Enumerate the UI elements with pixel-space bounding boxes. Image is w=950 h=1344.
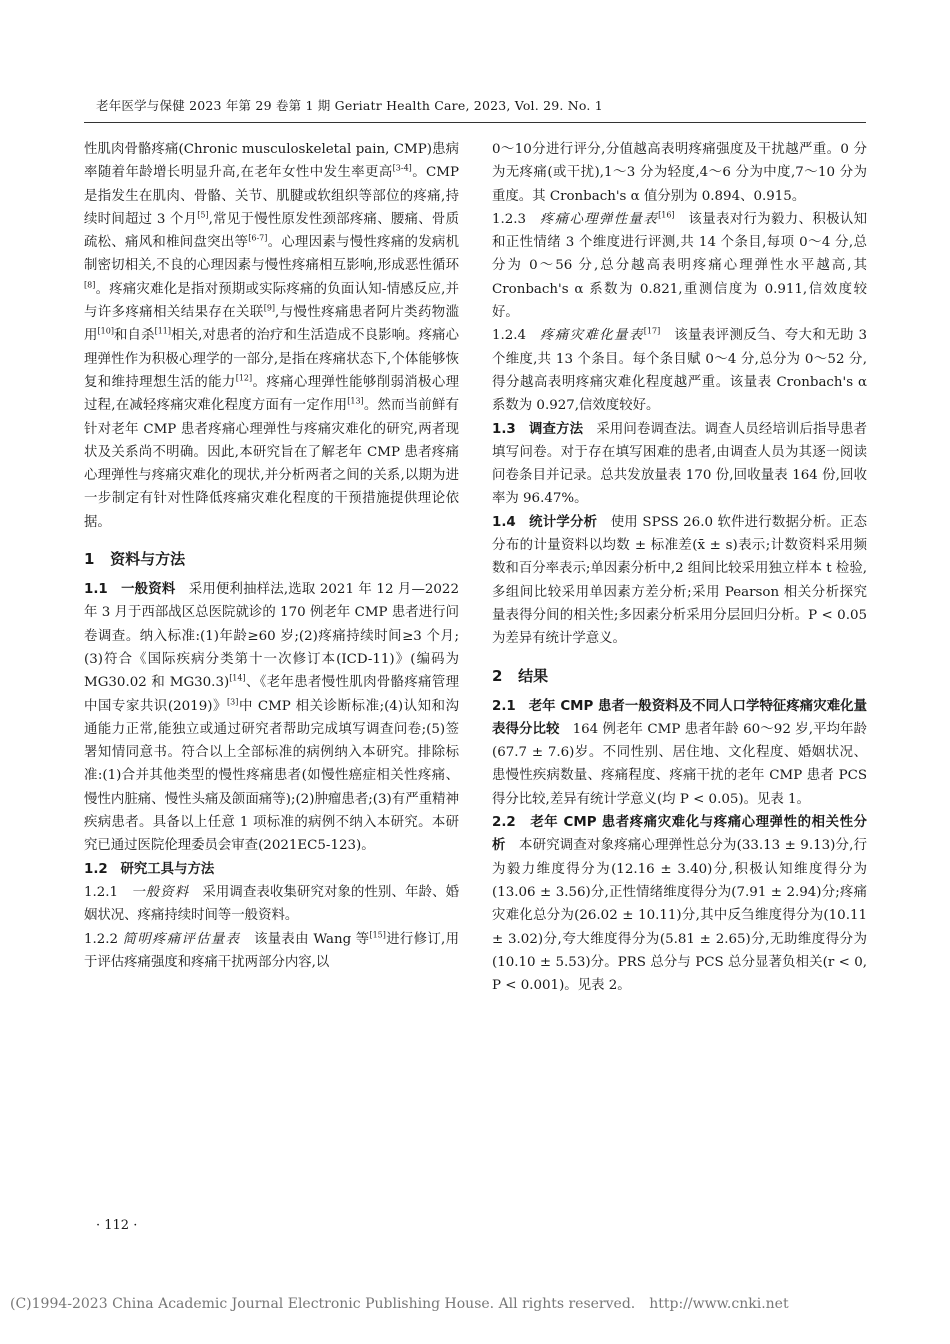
text: 。然而当前鲜有针对老年 CMP 患者疼痛心理弹性与疼痛灾难化的研究,两者现状及关系尚不明确。因此,本研究旨在了解老年 CMP 患者疼痛心理弹性与疼痛灾难化的现状,并分析两者之间的关系,以期为进一步制定有针对性降低疼痛灾难化程度的干预措施提供理论依据。 [84, 398, 460, 530]
subsection-title: 疼痛心理弹性量表 [539, 211, 659, 227]
text: 中 CMP 相关诊断标准;(4)认知和沟通能力正常,能独立或通过研究者帮助完成填写调查问卷;(5)签署知情同意书。符合以上全部标准的病例纳入本研究。排除标准:(1)合并其他类型的慢性疼痛患者(如慢性癌症相关性疼痛、慢性内脏痛、慢性头痛及颌面痛等);(2)肿瘤患者;(3)有严重精神疾病患者。具备以上任意 1 项标准的病例不纳入本研究。本研究已通过医院伦理委员会审查(2021EC5-123)。 [84, 698, 459, 854]
text: 采用便利抽样法,选取 2021 年 12 月—2022 年 3 月于西部战区总医院就诊的 170 例老年 CMP 患者进行问卷调查。纳入标准:(1)年龄≥60 岁;(2)疼痛持续时间≥3 个月;(3)符合《国际疾病分类第十一次修订本(ICD-11)》(编码为 MG30.02 和 MG30.3) [84, 582, 459, 691]
footer-copyright: (C)1994-2023 China Academic Journal Electronic Publishing House. All rights reserved. [10, 1296, 636, 1312]
subsection-number: 2.1 [492, 698, 516, 714]
citation: [13] [347, 396, 364, 406]
text: 进行修订,用于评估疼痛强度和疼痛干扰两部分内容,以 [84, 931, 459, 970]
citation: [6-7] [248, 233, 268, 243]
subsection-number: 1.3 [492, 421, 516, 437]
text: 。心理因素与慢性疼痛的发病机制密切相关,不良的心理因素与慢性疼痛相互影响,形成恶性循环 [84, 235, 459, 274]
citation: [17] [643, 326, 661, 336]
citation: [14] [229, 673, 246, 683]
text: ,常见于慢性原发性颈部疼痛、腰痛、骨质疏松、痛风和椎间盘突出等 [84, 211, 459, 251]
section-1-2 [84, 858, 459, 881]
subsection-number: 1.2.3 [492, 211, 527, 227]
subsection-title: 简明疼痛评估量表 [122, 931, 241, 947]
citation: [15] [369, 930, 386, 940]
section-1-1 [84, 578, 459, 858]
section-2-1 [492, 695, 867, 811]
subsection-title: 研究工具与方法 [120, 861, 215, 877]
section-1-3 [492, 418, 867, 511]
text: 性肌肉骨骼疼痛(Chronic musculoskeletal pain, CMP)患病率随着年龄增长明显升高,在老年女性中发生率更高 [84, 142, 459, 181]
subsection-number: 1.2.2 [84, 931, 119, 947]
subsection-number: 1.4 [492, 514, 516, 530]
citation: [3] [227, 697, 239, 707]
subsection-title: 一般资料 [121, 582, 176, 598]
intro-paragraph [84, 138, 459, 534]
section-1-2-3 [492, 208, 867, 324]
text: 采用调查表收集研究对象的性别、年龄、婚姻状况、疼痛持续时间等一般资料。 [84, 884, 459, 924]
section-number: 2 [492, 666, 503, 685]
citation: [11] [154, 326, 171, 336]
text: 、《老年患者慢性肌肉骨骼疼痛管理中国专家共识(2019)》 [84, 675, 459, 714]
section-1-4 [492, 511, 867, 651]
subsection-number: 1.1 [84, 582, 108, 598]
subsection-title: 一般资料 [131, 884, 190, 900]
section-title: 结果 [518, 666, 549, 685]
subsection-number: 1.2 [84, 861, 108, 877]
footer-url[interactable]: http://www.cnki.net [649, 1296, 789, 1312]
subsection-number: 1.2.4 [492, 328, 527, 344]
citation: [8] [84, 280, 96, 290]
subsection-number: 1.2.1 [84, 884, 119, 900]
page-number: · 112 · [96, 1218, 138, 1233]
citation: [3-4] [392, 163, 412, 173]
subsection-number: 2.2 [492, 815, 516, 831]
right-column [492, 138, 867, 997]
subsection-title: 调查方法 [528, 421, 584, 437]
running-header: 老年医学与保健 2023 年第 29 卷第 1 期 Geriatr Health Care, 2023, Vol. 29. No. 1 [96, 98, 603, 113]
section-1-2-2 [84, 928, 459, 975]
text: 该量表对行为毅力、积极认知和正性情绪 3 个维度进行评测,共 14 个条目,每项 0～4 分,总分为 0～56 分,总分越高表明疼痛心理弹性水平越高,其 Cronbach's α 系数为 0.821,重测信度为 0.911,信效度较好。 [492, 211, 868, 321]
section-1-heading [84, 548, 459, 570]
citation: [16] [658, 210, 675, 220]
text: 。疼痛灾难化是指对预期或实际疼痛的负面认知-情感反应,并与许多疼痛相关结果存在关联 [84, 281, 459, 321]
section-title: 资料与方法 [110, 550, 186, 569]
subsection-title: 疼痛灾难化量表 [540, 328, 644, 344]
text: 。CMP 是指发生在肌肉、骨骼、关节、肌腱或软组织等部位的疼痛,持续时间超过 3 个月 [84, 165, 459, 227]
section-1-2-4 [492, 324, 867, 417]
citation: [5] [197, 210, 209, 220]
text: 和自杀 [113, 328, 155, 344]
citation: [10] [97, 326, 114, 336]
subsection-title: 老年 CMP 患者一般资料及不同人口学特征疼痛灾难化量表得分比较 [492, 698, 867, 737]
text: 该量表由 Wang 等 [254, 931, 370, 947]
text: 164 例老年 CMP 患者年龄 60～92 岁,平均年龄(67.7 ± 7.6)岁。不同性别、居住地、文化程度、婚姻状况、患慢性疾病数量、疼痛程度、疼痛干扰的老年 CMP 患者 PCS 得分比较,差异有统计学意义(均 P < 0.05)。见表 1。 [492, 721, 867, 807]
text: 使用 SPSS 26.0 软件进行数据分析。正态分布的计量资料以均数 ± 标准差(x̄ ± s)表示;计数资料采用频数和百分率表示;单因素分析中,2 组间比较采用独立样本 t 检验,多组间比较采用单因素方差分析;采用 Pearson 相关分析探究量表得分间的相关性;多因素分析采用分层回归分析。P < 0.05 为差异有统计学意义。 [492, 514, 867, 647]
section-2-2 [492, 811, 867, 997]
text: 相关,对患者的治疗和生活造成不良影响。疼痛心理弹性作为积极心理学的一部分,是指在疼痛状态下,个体能够恢复和维持理想生活的能力 [84, 328, 460, 390]
text: 。疼痛心理弹性能够削弱消极心理过程,在减轻疼痛灾难化程度方面有一定作用 [84, 374, 460, 414]
subsection-title: 统计学分析 [529, 514, 598, 530]
citation: [9] [263, 303, 276, 313]
citation: [12] [235, 373, 253, 383]
text: 该量表评测反刍、夸大和无助 3 个维度,共 13 个条目。每个条目赋 0～4 分,总分为 0～52 分,得分越高表明疼痛灾难化程度越严重。该量表 Cronbach's α 系数为 0.927,信效度较好。 [492, 328, 867, 414]
section-1-2-1 [84, 881, 459, 928]
subsection-title: 老年 CMP 患者疼痛灾难化与疼痛心理弹性的相关性分析 [492, 815, 867, 854]
text: ,与慢性疼痛患者阿片类药物滥用 [84, 305, 459, 344]
footer [10, 1296, 789, 1312]
text: 本研究调查对象疼痛心理弹性总分为(33.13 ± 9.13)分,行为毅力维度得分为(12.16 ± 3.40)分,积极认知维度得分为(13.06 ± 3.56)分,正性情绪维度得分为(7.91 ± 2.94)分;疼痛灾难化总分为(26.02 ± 10.11)分,其中反刍维度得分为(10.11 ± 3.02)分,夸大维度得分为(5.81 ± 2.65)分,无助维度得分为(10.10 ± 5.53)分。PRS 总分与 PCS 总分显著负相关(r < 0, P < 0.001)。见表 2。 [492, 838, 868, 994]
continued-paragraph: 0～10分进行评分,分值越高表明疼痛强度及干扰越严重。0 分为无疼痛(或干扰),1～3 分为轻度,4～6 分为中度,7～10 分为重度。其 Cronbach's α 值分别为 0.894、0.915。 [492, 142, 867, 204]
text: 采用问卷调查法。调查人员经培训后指导患者填写问卷。对于存在填写困难的患者,由调查人员为其逐一阅读问卷条目并记录。总共发放量表 170 份,回收量表 164 份,回收率为 96.47%。 [492, 421, 867, 507]
section-number: 1 [84, 550, 95, 569]
header-rule [84, 122, 866, 123]
left-column [84, 138, 459, 974]
section-2-heading [492, 665, 867, 687]
